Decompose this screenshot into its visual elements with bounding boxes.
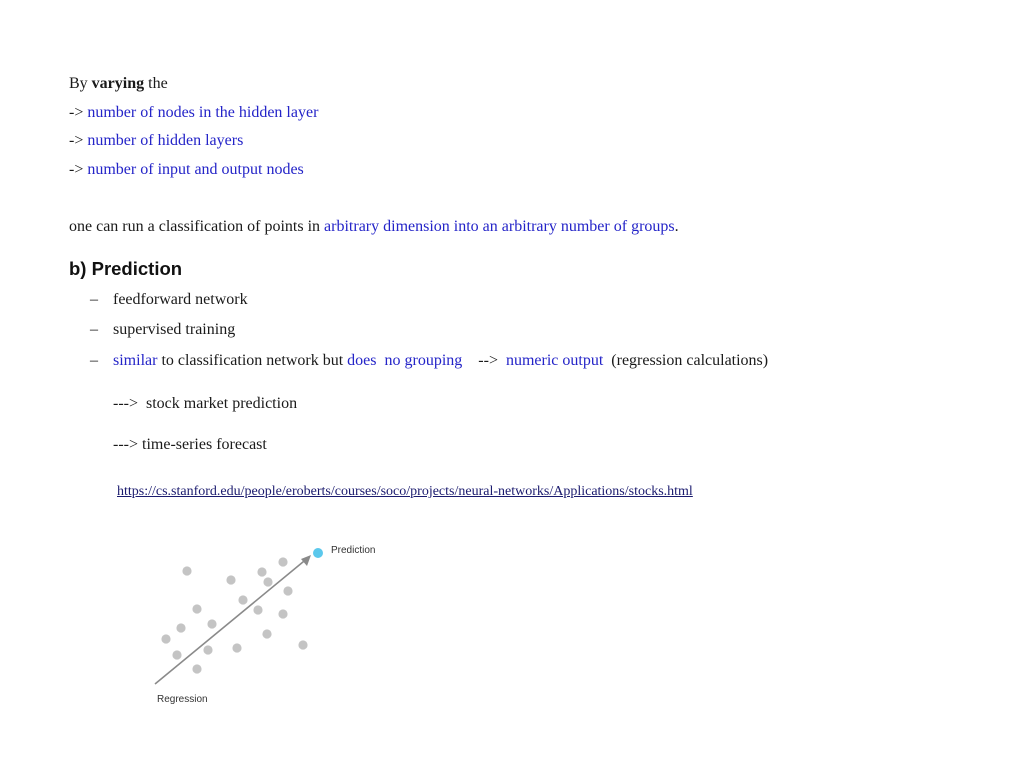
scatter-point	[257, 567, 266, 576]
intro-item-text: number of hidden layers	[87, 132, 244, 149]
scatter-point	[172, 650, 181, 659]
bullet-similar: similar	[113, 352, 158, 369]
bullet-item	[90, 320, 235, 340]
figure-background	[133, 533, 396, 713]
sub-item-forecast: ---> time-series forecast	[113, 436, 267, 453]
scatter-point	[278, 609, 287, 618]
scatter-point	[176, 623, 185, 632]
intro-suffix: the	[144, 75, 168, 92]
intro-item-text: number of input and output nodes	[87, 161, 304, 178]
prediction-label: Prediction	[331, 545, 376, 556]
stocks-link[interactable]: https://cs.stanford.edu/people/eroberts/courses/soco/projects/neural-networks/Applications/stocks.html	[117, 484, 693, 499]
intro-item-arrow: ->	[69, 161, 88, 178]
intro-item-arrow: ->	[69, 104, 88, 121]
bullet-dash: –	[90, 321, 98, 338]
scatter-point	[226, 575, 235, 584]
bullet-dash: –	[90, 291, 98, 308]
intro-item	[69, 131, 243, 151]
bullet-text: feedforward network	[113, 291, 248, 308]
scatter-point	[238, 595, 247, 604]
bullet-text: supervised training	[113, 321, 236, 338]
conclusion-prefix: one can run a classification of points in	[69, 218, 325, 235]
conclusion-line	[69, 217, 679, 237]
scatter-point	[298, 640, 307, 649]
bullet-item	[90, 290, 248, 310]
scatter-point	[253, 605, 262, 614]
section-heading: b) Prediction	[69, 258, 183, 279]
scatter-point	[192, 664, 201, 673]
intro-item-arrow: ->	[69, 132, 88, 149]
bullet-regression-note: (regression calculations)	[603, 352, 769, 369]
scatter-point	[232, 643, 241, 652]
intro-emphasis: varying	[91, 75, 145, 92]
bullet-text: to classification network but	[157, 352, 348, 369]
scatter-point	[262, 629, 271, 638]
sub-item-stock: ---> stock market prediction	[113, 395, 298, 412]
bullet-numeric-output: numeric output	[505, 352, 604, 369]
regression-label: Regression	[157, 694, 208, 705]
scatter-point	[263, 577, 272, 586]
bullet-arrow: -->	[462, 352, 506, 369]
bullet-no-grouping: does no grouping	[347, 352, 463, 369]
intro-item	[69, 103, 318, 123]
scatter-point	[207, 619, 216, 628]
scatter-point	[161, 634, 170, 643]
intro-item-text: number of nodes in the hidden layer	[87, 104, 319, 121]
bullet-item	[90, 351, 768, 371]
bullet-dash: –	[90, 352, 98, 369]
prediction-point	[313, 548, 323, 558]
regression-figure	[133, 533, 396, 713]
intro-prefix: By	[69, 75, 92, 92]
scatter-point	[182, 566, 191, 575]
scatter-point	[192, 604, 201, 613]
intro-line	[69, 74, 168, 94]
scatter-point	[283, 586, 292, 595]
intro-item	[69, 160, 304, 180]
conclusion-highlight: arbitrary dimension into an arbitrary number of groups	[324, 218, 675, 235]
scatter-point	[203, 645, 212, 654]
conclusion-suffix: .	[674, 218, 679, 235]
scatter-point	[278, 557, 287, 566]
